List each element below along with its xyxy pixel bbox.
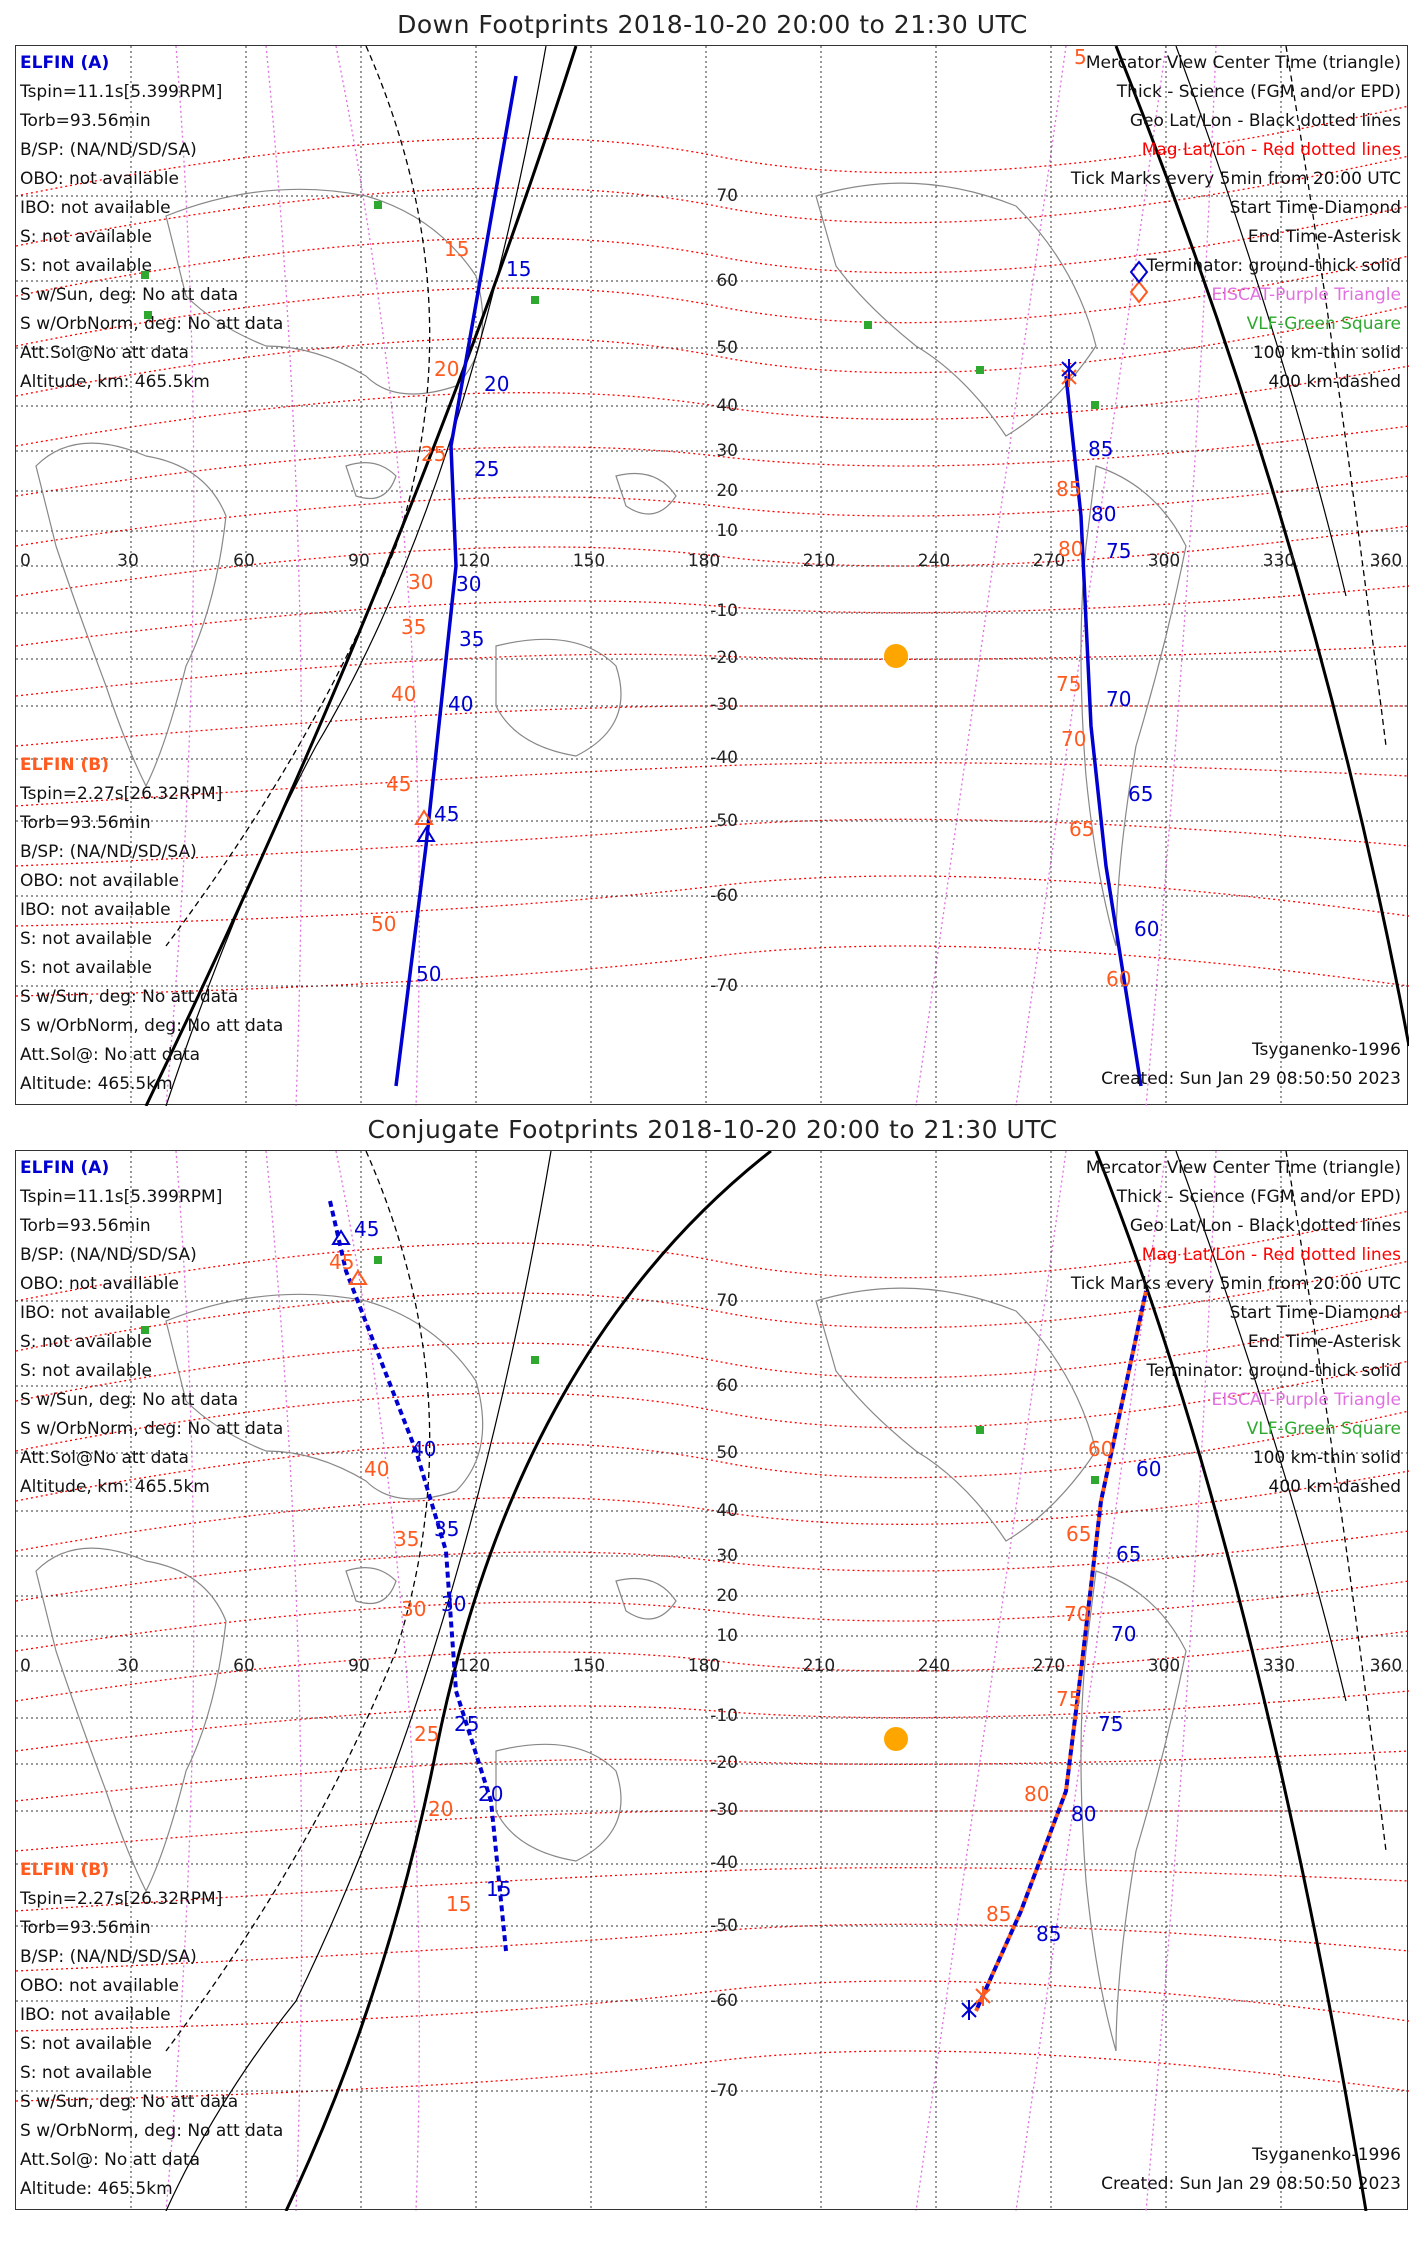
lat-tick-label: -60 [710,1991,738,2011]
legend-line: Mag Lat/Lon - Red dotted lines [1141,140,1401,160]
model-label: Tsyganenko-1996 [1251,1040,1401,1060]
elfin-b-info-line: S w/Sun, deg: No att data [20,987,239,1007]
lat-tick-label: 60 [716,271,738,291]
panel-1-title: Down Footprints 2018-10-20 20:00 to 21:30 UTC [397,10,1028,39]
elfin-a-time-tick: 20 [484,372,510,396]
elfin-a-label: ELFIN (A) [20,53,110,73]
elfin-b-time-tick: 20 [428,1797,454,1821]
lon-tick-label: 30 [117,1656,139,1676]
lon-tick-label: 90 [348,551,370,571]
legend-line: Start Time-Diamond [1229,198,1401,218]
elfin-a-time-tick: 70 [1111,1622,1137,1646]
lon-tick-label: 240 [917,551,951,571]
lon-tick-label: 0 [20,551,31,571]
legend-line: Terminator: ground-thick solid [1146,256,1401,276]
map-canvas [16,46,1409,1106]
elfin-a-info-line: IBO: not available [20,1303,171,1323]
elfin-a-time-tick: 65 [1128,782,1154,806]
elfin-a-info-line: IBO: not available [20,198,171,218]
elfin-a-info-line: Torb=93.56min [20,1216,151,1236]
elfin-a-time-tick: 15 [506,257,532,281]
elfin-a-time-tick: 60 [1134,917,1160,941]
lon-tick-label: 150 [572,1656,606,1676]
legend-line: Geo Lat/Lon - Black dotted lines [1129,1216,1401,1236]
legend-line: 400 km-dashed [1268,372,1401,392]
elfin-b-info-line: OBO: not available [20,1976,179,1996]
lat-tick-label: -70 [710,2081,738,2101]
elfin-a-time-tick: 20 [478,1782,504,1806]
elfin-b-time-tick: 30 [401,1597,427,1621]
elfin-b-time-tick: 75 [1056,672,1082,696]
elfin-b-time-tick: 50 [371,912,397,936]
elfin-b-time-tick: 60 [1106,967,1132,991]
elfin-a-time-tick: 35 [434,1517,460,1541]
legend-line: Tick Marks every 5min from 20:00 UTC [1070,169,1401,189]
elfin-b-time-tick: 45 [386,772,412,796]
elfin-b-info-line: IBO: not available [20,2005,171,2025]
elfin-b-time-tick: 40 [391,682,417,706]
elfin-b-info-line: S w/Sun, deg: No att data [20,2092,239,2112]
lon-tick-label: 90 [348,1656,370,1676]
lon-tick-label: 150 [572,551,606,571]
lat-tick-label: -50 [710,811,738,831]
elfin-b-info-line: Att.Sol@: No att data [20,2150,201,2170]
lon-tick-label: 60 [233,1656,255,1676]
elfin-b-info-line: B/SP: (NA/ND/SD/SA) [20,842,197,862]
lon-tick-label: 270 [1032,1656,1066,1676]
elfin-a-time-tick: 80 [1091,502,1117,526]
lat-tick-label: -50 [710,1916,738,1936]
elfin-b-time-tick: 25 [421,442,447,466]
map-canvas [16,1151,1409,2211]
vlf-square [374,1256,382,1264]
mag-lon-grid [166,46,1216,1106]
lat-tick-label: -40 [710,1853,738,1873]
elfin-b-time-tick: 20 [434,357,460,381]
lat-tick-label: -20 [710,648,738,668]
lon-tick-label: 300 [1147,1656,1181,1676]
elfin-a-time-tick: 75 [1106,539,1132,563]
elfin-a-info-line: S: not available [20,1332,152,1352]
elfin-a-end-asterisk [962,2000,976,2020]
vlf-square [976,366,984,374]
vlf-square [374,201,382,209]
lat-tick-label: 40 [716,1501,738,1521]
sun-marker [884,644,908,668]
elfin-a-time-tick: 40 [448,692,474,716]
elfin-b-time-tick: 35 [401,615,427,639]
lon-tick-label: 240 [917,1656,951,1676]
lat-tick-label: -30 [710,695,738,715]
elfin-a-time-tick: 40 [411,1437,437,1461]
elfin-b-info-line: Tspin=2.27s[26.32RPM] [20,1889,223,1909]
elfin-b-time-tick: 15 [444,237,470,261]
legend-line: Geo Lat/Lon - Black dotted lines [1129,111,1401,131]
legend-line: End Time-Asterisk [1247,1332,1401,1352]
elfin-a-time-tick: 75 [1098,1712,1124,1736]
elfin-b-time-tick: 65 [1066,1522,1092,1546]
lat-tick-label: -60 [710,886,738,906]
lon-tick-label: 210 [802,551,836,571]
elfin-a-info-line: Altitude, km: 465.5km [20,1477,210,1497]
legend-line: EISCAT-Purple Triangle [1211,285,1401,305]
elfin-b-time-tick: 60 [1088,1437,1114,1461]
elfin-b-time-tick: 25 [414,1722,440,1746]
vlf-square [531,1356,539,1364]
vlf-square [1091,1476,1099,1484]
elfin-b-info-line: S: not available [20,958,152,978]
lon-tick-label: 360 [1369,551,1403,571]
legend-line: Mag Lat/Lon - Red dotted lines [1141,1245,1401,1265]
legend-line: Mercator View Center Time (triangle) [1085,53,1401,73]
lon-tick-label: 60 [233,551,255,571]
vlf-stations [141,1256,1099,1484]
elfin-a-info-line: S w/Sun, deg: No att data [20,1390,239,1410]
elfin-b-time-tick: 65 [1069,817,1095,841]
elfin-a-info-line: Att.Sol@No att data [20,343,189,363]
elfin-b-time-tick: 80 [1024,1782,1050,1806]
legend-line: 100 km-thin solid [1252,343,1401,363]
lat-tick-label: 10 [716,521,738,541]
elfin-b-time-tick: 70 [1064,1602,1090,1626]
elfin-b-time-tick: 85 [1056,477,1082,501]
elfin-a-time-tick: 25 [454,1712,480,1736]
lat-tick-label: 20 [716,481,738,501]
lon-tick-label: 300 [1147,551,1181,571]
legend-line: Start Time-Diamond [1229,1303,1401,1323]
elfin-b-info-line: IBO: not available [20,900,171,920]
elfin-b-time-tick: 30 [408,570,434,594]
elfin-b-info-line: S: not available [20,929,152,949]
elfin-b-time-tick: 45 [329,1250,355,1274]
legend-line: Thick - Science (FGM and/or EPD) [1116,1187,1401,1207]
elfin-a-info-line: OBO: not available [20,169,179,189]
created-label: Created: Sun Jan 29 08:50:50 2023 [1101,2174,1401,2194]
lat-tick-label: 10 [716,1626,738,1646]
legend-line: VLF-Green Square [1246,1419,1401,1439]
mag-lon-grid [166,1151,1216,2211]
lon-tick-label: 210 [802,1656,836,1676]
created-label: Created: Sun Jan 29 08:50:50 2023 [1101,1069,1401,1089]
lat-tick-label: -40 [710,748,738,768]
panel-2-title: Conjugate Footprints 2018-10-20 20:00 to 21:30 UTC [367,1115,1058,1144]
lat-tick-label: 40 [716,396,738,416]
lon-tick-label: 120 [457,1656,491,1676]
elfin-a-info-line: S: not available [20,1361,152,1381]
lat-tick-label: 70 [716,1291,738,1311]
legend-line: 400 km-dashed [1268,1477,1401,1497]
elfin-a-time-tick: 85 [1036,1922,1062,1946]
elfin-b-time-tick: 35 [394,1527,420,1551]
elfin-a-label: ELFIN (A) [20,1158,110,1178]
lat-tick-label: 60 [716,1376,738,1396]
lat-tick-label: -10 [710,601,738,621]
elfin-a-info-line: S: not available [20,227,152,247]
elfin-a-time-tick: 45 [434,802,460,826]
elfin-b-label: ELFIN (B) [20,1860,110,1880]
elfin-b-info-line: S: not available [20,2034,152,2054]
lat-tick-label: 20 [716,1586,738,1606]
vlf-square [976,1426,984,1434]
elfin-b-time-tick: 80 [1058,537,1084,561]
elfin-a-time-tick: 30 [456,572,482,596]
legend-line: Mercator View Center Time (triangle) [1085,1158,1401,1178]
lat-tick-label: 50 [716,1443,738,1463]
lat-tick-label: -30 [710,1800,738,1820]
lat-tick-label: 50 [716,338,738,358]
elfin-b-info-line: S: not available [20,2063,152,2083]
elfin-a-info-line: B/SP: (NA/ND/SD/SA) [20,140,197,160]
lat-tick-label: 70 [716,186,738,206]
lon-tick-label: 0 [20,1656,31,1676]
lon-tick-label: 330 [1262,1656,1296,1676]
lon-tick-label: 30 [117,551,139,571]
legend-line: 100 km-thin solid [1252,1448,1401,1468]
elfin-b-time-tick: 75 [1056,1687,1082,1711]
elfin-a-time-tick: 15 [486,1877,512,1901]
lon-tick-label: 180 [687,551,721,571]
elfin-b-start-diamond [1131,282,1147,302]
elfin-a-info-line: S w/OrbNorm, deg: No att data [20,314,284,334]
vlf-square [864,321,872,329]
legend-line: Terminator: ground-thick solid [1146,1361,1401,1381]
vlf-square [1091,401,1099,409]
elfin-a-time-tick: 45 [354,1217,380,1241]
lat-tick-label: -20 [710,1753,738,1773]
elfin-a-time-tick: 30 [441,1592,467,1616]
conjugate-footprints-map [15,1150,1408,2210]
elfin-a-info-line: S w/OrbNorm, deg: No att data [20,1419,284,1439]
lon-tick-label: 120 [457,551,491,571]
vlf-stations [141,201,1099,409]
legend-line: Thick - Science (FGM and/or EPD) [1116,82,1401,102]
elfin-a-time-tick: 50 [416,962,442,986]
elfin-a-time-tick: 80 [1071,1802,1097,1826]
elfin-b-info-line: S w/OrbNorm, deg: No att data [20,2121,284,2141]
elfin-b-info-line: S w/OrbNorm, deg: No att data [20,1016,284,1036]
elfin-a-info-line: Altitude, km: 465.5km [20,372,210,392]
elfin-a-time-tick: 25 [474,457,500,481]
elfin-a-info-line: S w/Sun, deg: No att data [20,285,239,305]
elfin-b-info-line: OBO: not available [20,871,179,891]
terminators [146,46,1409,1106]
elfin-b-time-tick: 5 [1074,46,1087,69]
lat-tick-label: -70 [710,976,738,996]
lat-tick-label: -10 [710,1706,738,1726]
legend-line: Tick Marks every 5min from 20:00 UTC [1070,1274,1401,1294]
elfin-b-info-line: Att.Sol@: No att data [20,1045,201,1065]
elfin-a-info-line: Torb=93.56min [20,111,151,131]
down-footprints-map [15,45,1408,1105]
legend-line: VLF-Green Square [1246,314,1401,334]
elfin-a-time-tick: 70 [1106,687,1132,711]
elfin-a-info-line: Tspin=11.1s[5.399RPM] [20,82,223,102]
elfin-b-info-line: Altitude: 465.5km [20,2179,173,2199]
elfin-a-time-tick: 65 [1116,1542,1142,1566]
elfin-a-info-line: B/SP: (NA/ND/SD/SA) [20,1245,197,1265]
lat-tick-label: 30 [716,441,738,461]
lat-tick-label: 30 [716,1546,738,1566]
legend-line: EISCAT-Purple Triangle [1211,1390,1401,1410]
elfin-b-time-tick: 40 [364,1457,390,1481]
elfin-b-time-tick: 15 [446,1892,472,1916]
lon-tick-label: 180 [687,1656,721,1676]
elfin-b-info-line: Altitude: 465.5km [20,1074,173,1094]
elfin-b-time-tick: 70 [1061,727,1087,751]
elfin-b-info-line: Tspin=2.27s[26.32RPM] [20,784,223,804]
lon-tick-label: 270 [1032,551,1066,571]
elfin-a-info-line: S: not available [20,256,152,276]
elfin-b-info-line: Torb=93.56min [20,1918,151,1938]
elfin-a-time-tick: 85 [1088,437,1114,461]
model-label: Tsyganenko-1996 [1251,2145,1401,2165]
elfin-b-time-tick: 85 [986,1902,1012,1926]
elfin-a-info-line: Att.Sol@No att data [20,1448,189,1468]
legend-line: End Time-Asterisk [1247,227,1401,247]
elfin-b-label: ELFIN (B) [20,755,110,775]
sun-marker [884,1727,908,1751]
elfin-a-time-tick: 35 [459,627,485,651]
elfin-b-info-line: Torb=93.56min [20,813,151,833]
elfin-a-time-tick: 60 [1136,1457,1162,1481]
elfin-a-info-line: OBO: not available [20,1274,179,1294]
elfin-a-info-line: Tspin=11.1s[5.399RPM] [20,1187,223,1207]
vlf-square [531,296,539,304]
terminators [166,1151,1386,2211]
markers [333,1231,990,2020]
lon-tick-label: 330 [1262,551,1296,571]
lon-tick-label: 360 [1369,1656,1403,1676]
elfin-b-info-line: B/SP: (NA/ND/SD/SA) [20,1947,197,1967]
